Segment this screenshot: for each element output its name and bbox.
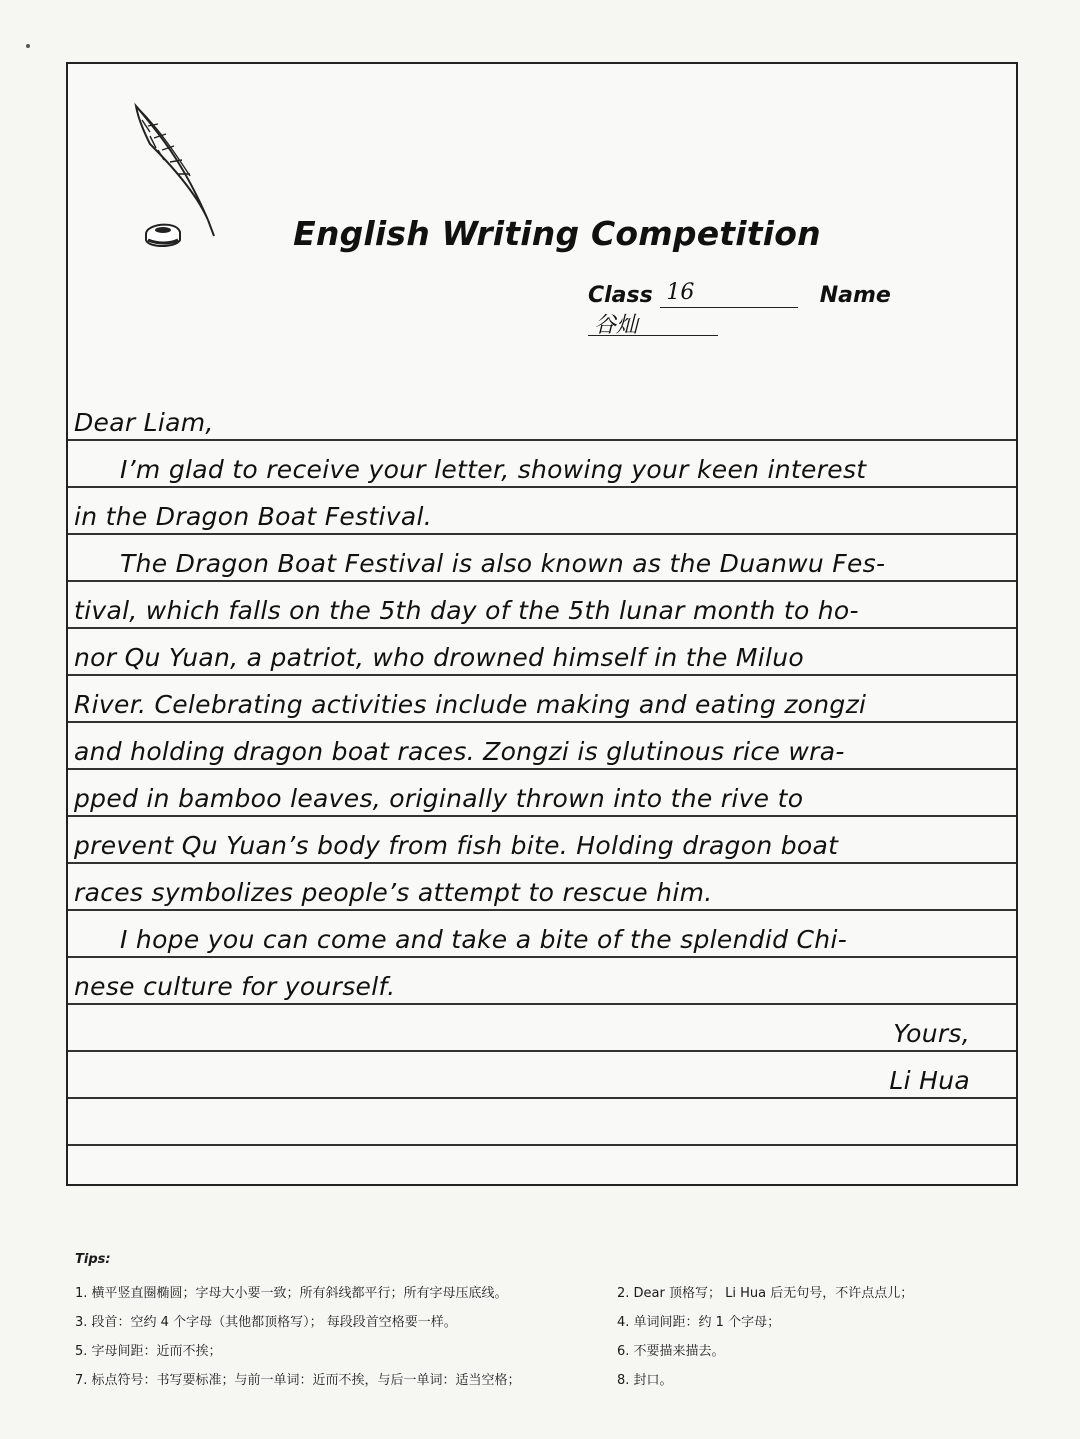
letter-line: I’m glad to receive your letter, showing your keen interest (68, 441, 1016, 488)
letter-line: nese culture for yourself. (68, 958, 1016, 1005)
student-info (588, 280, 1016, 336)
letter-line: The Dragon Boat Festival is also known as the Duanwu Fes- (68, 535, 1016, 582)
letter-line: in the Dragon Boat Festival. (68, 488, 1016, 535)
letter-closing: Yours, (68, 1005, 1016, 1052)
letter-line: nor Qu Yuan, a patriot, who drowned himself in the Miluo (68, 629, 1016, 676)
name-label: Name (819, 283, 891, 308)
class-label: Class (588, 283, 653, 308)
letter-line: River. Celebrating activities include making and eating zongzi (68, 676, 1016, 723)
writing-sheet (66, 62, 1018, 1186)
tip-item: 5. 字母间距：近而不挨； (75, 1344, 222, 1359)
tips-title: Tips: (75, 1252, 111, 1267)
tip-item: 8. 封口。 (617, 1373, 673, 1388)
letter-line-blank (68, 1099, 1016, 1146)
letter-line: races symbolizes people’s attempt to rescue him. (68, 864, 1016, 911)
tip-item: 2. Dear 顶格写； Li Hua 后无句号，不许点点儿； (617, 1286, 914, 1301)
tips-section (75, 1252, 1015, 1393)
tip-item: 4. 单词间距：约 1 个字母； (617, 1315, 781, 1330)
letter-signature: Li Hua (68, 1052, 1016, 1099)
letter-body (68, 394, 1016, 1146)
tip-item: 7. 标点符号：书写要标准；与前一单词：近而不挨，与后一单词：适当空格； (75, 1373, 521, 1388)
letter-line: Dear Liam, (68, 394, 1016, 441)
tip-item: 1. 横平竖直圈椭圆；字母大小要一致；所有斜线都平行；所有字母压底线。 (75, 1286, 508, 1301)
letter-line: pped in bamboo leaves, originally thrown into the rive to (68, 770, 1016, 817)
paper-speck (26, 44, 30, 48)
tip-item: 3. 段首：空约 4 个字母（其他都顶格写）； 每段段首空格要一样。 (75, 1315, 457, 1330)
class-field: 16 (660, 280, 798, 308)
tip-item: 6. 不要描来描去。 (617, 1344, 725, 1359)
letter-line: tival, which falls on the 5th day of the 5th lunar month to ho- (68, 582, 1016, 629)
letter-line: I hope you can come and take a bite of the splendid Chi- (68, 911, 1016, 958)
name-field: 谷灿 (588, 308, 718, 336)
page-title: English Writing Competition (293, 214, 821, 253)
letter-line: and holding dragon boat races. Zongzi is glutinous rice wra- (68, 723, 1016, 770)
letter-line: prevent Qu Yuan’s body from fish bite. Holding dragon boat (68, 817, 1016, 864)
